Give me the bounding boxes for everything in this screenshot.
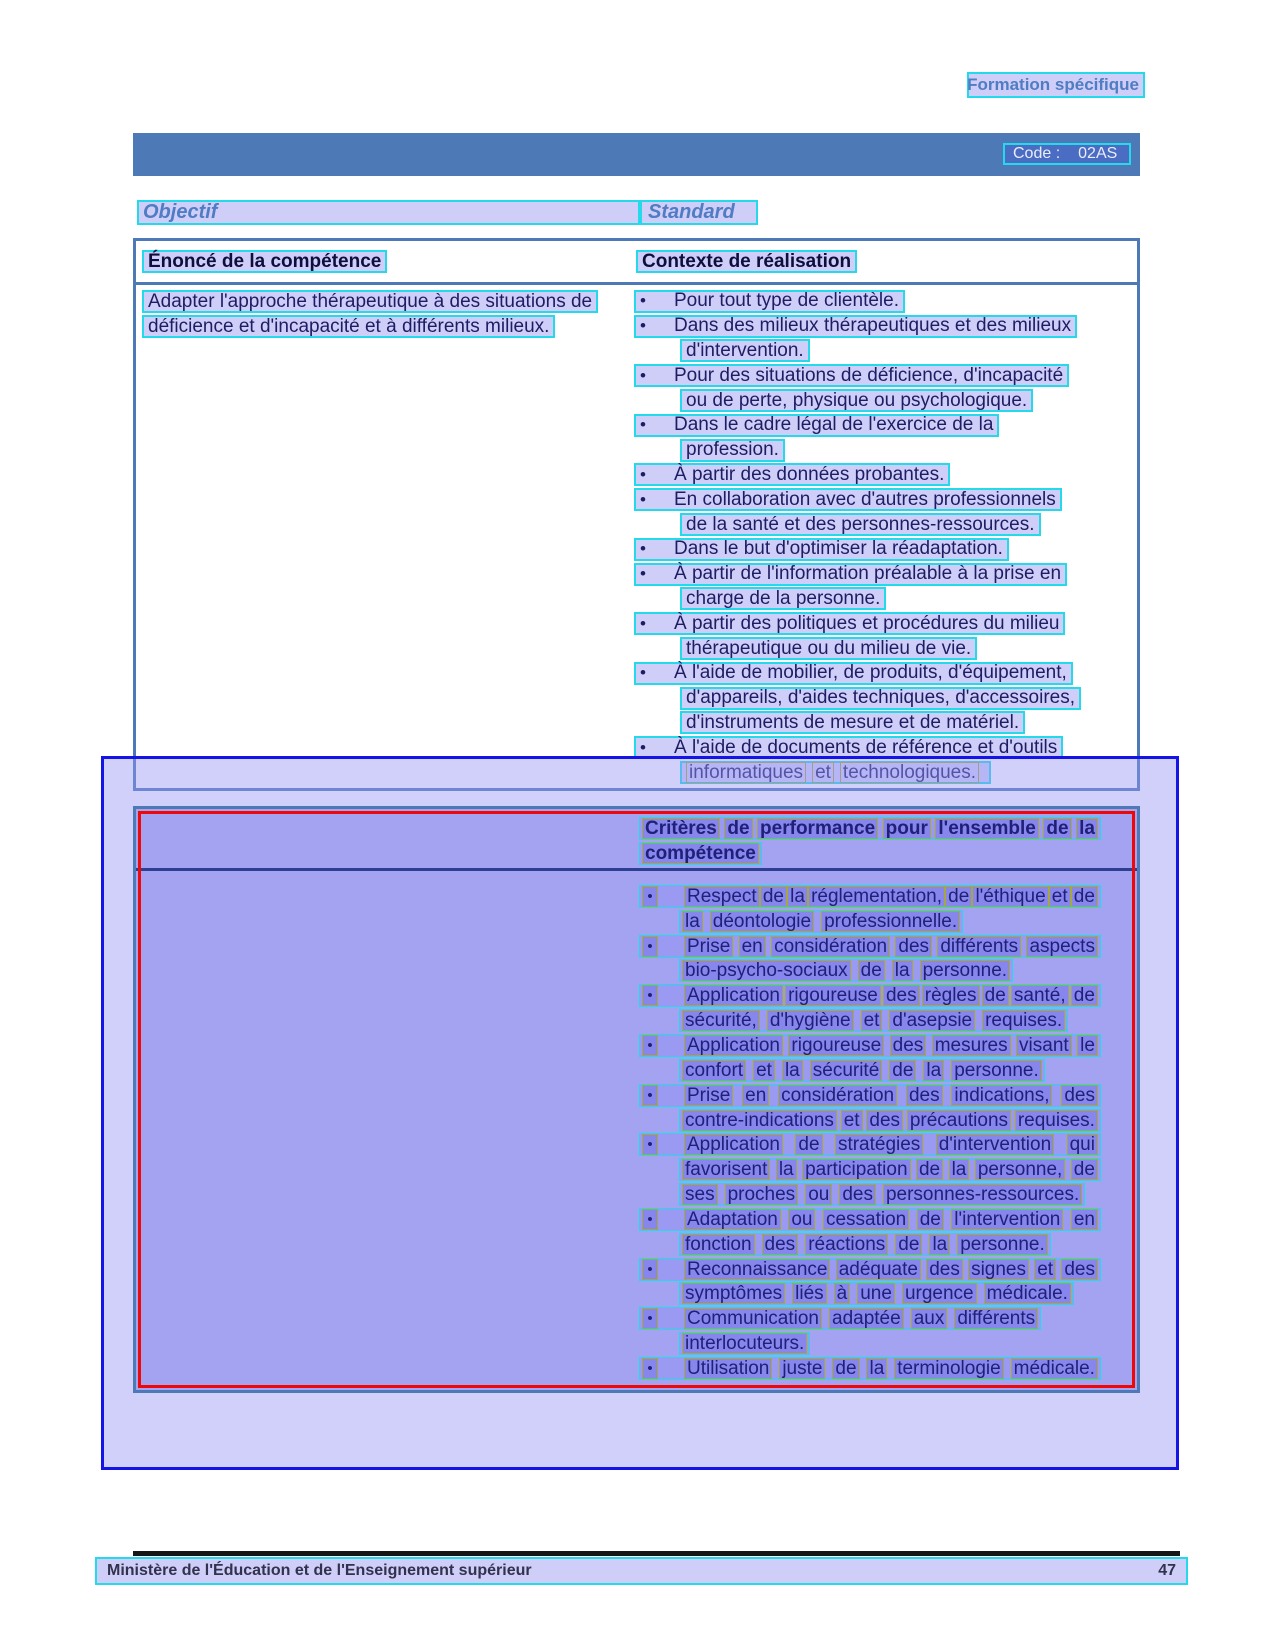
highlight-box	[680, 687, 1081, 710]
bullet-icon: •	[642, 1308, 658, 1329]
critere-line	[639, 1257, 1101, 1282]
word-box: des	[906, 1085, 943, 1106]
word-box: Prise	[684, 936, 733, 957]
formation-specifique-label	[967, 72, 1145, 98]
word-box: de	[1043, 818, 1071, 839]
standard-text: Standard	[648, 201, 735, 223]
bullet-icon: •	[642, 1085, 658, 1106]
bullet-icon: •	[640, 291, 646, 311]
word-box: aux	[911, 1308, 948, 1329]
word-box: de	[1071, 985, 1098, 1006]
word-box: des	[1061, 1259, 1098, 1280]
criteres-cell	[639, 884, 1101, 1381]
word-box: indications,	[951, 1085, 1052, 1106]
highlight-box	[634, 488, 1062, 511]
bullet-icon: •	[640, 737, 646, 757]
word-box: personne.	[920, 960, 1011, 981]
word-box: requises.	[1015, 1110, 1098, 1131]
highlight-box	[639, 1307, 1041, 1330]
critere-line	[639, 1083, 1101, 1108]
word-box: visant	[1016, 1035, 1072, 1056]
contexte-line-text: profession.	[686, 439, 779, 461]
bullet-icon: •	[640, 365, 646, 385]
contexte-line-text: charge de la personne.	[686, 587, 881, 609]
word-box: l'ensemble	[935, 818, 1038, 839]
highlight-box	[634, 662, 1073, 685]
word-box: de	[724, 818, 752, 839]
objectif-text: Objectif	[143, 201, 218, 223]
contexte-line-text: Pour tout type de clientèle.	[674, 290, 899, 312]
highlight-box	[634, 315, 1077, 338]
highlight-box	[679, 910, 963, 933]
word-box: santé,	[1011, 985, 1069, 1006]
word-box: ou	[788, 1209, 815, 1230]
word-box: stratégies	[835, 1134, 923, 1155]
word-box: en	[1071, 1209, 1098, 1230]
contexte-line-text: À l'aide de mobilier, de produits, d'équipement,	[674, 662, 1067, 684]
bullet-icon: •	[640, 489, 646, 509]
contexte-line-text: Dans des milieux thérapeutiques et des milieux	[674, 315, 1072, 337]
word-box: de	[917, 1209, 944, 1230]
word-box: ou	[805, 1184, 832, 1205]
word-box: interlocuteurs.	[682, 1333, 807, 1354]
critere-line	[639, 1108, 1101, 1133]
criteres-header-divider	[136, 868, 1137, 871]
code-prefix: Code :	[1013, 145, 1061, 162]
word-box: participation	[802, 1159, 910, 1180]
word-box: Utilisation	[684, 1358, 772, 1379]
word-box: en	[742, 1085, 769, 1106]
enonce-line-text: Adapter l'approche thérapeutique à des situations de	[142, 290, 598, 313]
word-box: et	[861, 1010, 883, 1031]
word-box: Communication	[684, 1308, 822, 1329]
critere-line	[639, 1132, 1101, 1157]
word-box: la	[949, 1159, 970, 1180]
highlight-box	[680, 761, 991, 784]
word-box: la	[866, 1358, 887, 1379]
word-box: la	[929, 1234, 950, 1255]
standard-heading	[640, 200, 758, 225]
highlight-box	[639, 1357, 1101, 1380]
contexte-cell	[634, 289, 1139, 785]
highlight-box	[639, 1084, 1101, 1107]
bullet-icon: •	[640, 415, 646, 435]
word-box: signes	[968, 1259, 1029, 1280]
word-box: le	[1077, 1035, 1098, 1056]
word-box: Reconnaissance	[684, 1259, 830, 1280]
word-box: favorisent	[682, 1159, 770, 1180]
formation-specifique-text: Formation spécifique	[967, 75, 1139, 94]
word-box: des	[1061, 1085, 1098, 1106]
word-box: l'éthique	[972, 886, 1048, 907]
word-box: sécurité,	[682, 1010, 760, 1031]
enonce-line	[142, 289, 598, 314]
word-box: d'asepsie	[889, 1010, 975, 1031]
word-box: personne.	[957, 1234, 1048, 1255]
word-box: de	[945, 886, 972, 907]
contexte-line-text: de la santé et des personnes-ressources.	[686, 513, 1035, 535]
word-box: de	[982, 985, 1009, 1006]
word-box: la	[1076, 818, 1098, 839]
word-box: médicale.	[1011, 1358, 1098, 1379]
bullet-icon: •	[642, 1134, 658, 1155]
footer-ministry-text: Ministère de l'Éducation et de l'Enseignement supérieur	[107, 1562, 532, 1579]
footer-rule	[133, 1551, 1180, 1556]
highlight-box	[639, 885, 1101, 908]
critere-line	[639, 983, 1101, 1008]
bullet-icon: •	[642, 936, 658, 957]
critere-line	[639, 1033, 1101, 1058]
critere-line	[639, 1207, 1101, 1232]
line-words	[682, 1333, 807, 1354]
line-words	[682, 1283, 1071, 1304]
contexte-header: Contexte de réalisation	[636, 250, 857, 273]
highlight-box	[679, 1183, 1085, 1206]
contexte-line-text: Dans le cadre légal de l'exercice de la	[674, 414, 994, 436]
highlight-box	[634, 290, 905, 313]
contexte-line-text: ou de perte, physique ou psychologique.	[686, 389, 1028, 411]
contexte-line	[634, 413, 1139, 438]
contexte-line-text: d'intervention.	[686, 339, 804, 361]
word-box: de	[832, 1358, 859, 1379]
contexte-line	[680, 388, 1139, 413]
line-words	[684, 1308, 1038, 1329]
contexte-line	[680, 587, 1139, 612]
critere-line	[639, 934, 1101, 959]
highlight-box	[680, 439, 785, 462]
bullet-icon: •	[640, 464, 646, 484]
word-box: la	[923, 1060, 944, 1081]
word-box: des	[839, 1184, 876, 1205]
bullet-icon: •	[642, 1259, 658, 1280]
word-box: technologiques.	[840, 762, 979, 783]
highlight-box	[639, 1208, 1101, 1231]
word-box: Prise	[684, 1085, 733, 1106]
highlight-box	[680, 513, 1041, 536]
contexte-line	[634, 314, 1139, 339]
word-box: de	[916, 1159, 943, 1180]
word-box: d'hygiène	[767, 1010, 854, 1031]
critere-line	[639, 909, 1101, 934]
contexte-line-text: Dans le but d'optimiser la réadaptation.	[674, 538, 1003, 560]
word-box: la	[782, 1060, 803, 1081]
critere-line	[639, 1232, 1101, 1257]
word-box: médicale.	[984, 1283, 1071, 1304]
line-words	[684, 886, 1098, 907]
word-box: requises.	[982, 1010, 1065, 1031]
contexte-line	[634, 487, 1139, 512]
enonce-line-text: déficience et d'incapacité et à différents milieux.	[142, 315, 555, 338]
word-box: rigoureuse	[788, 1035, 884, 1056]
line-words	[684, 1085, 1098, 1106]
line-words	[682, 1159, 1098, 1180]
bullet-icon: •	[642, 1035, 658, 1056]
word-box: symptômes	[682, 1283, 785, 1304]
word-box: réactions	[805, 1234, 888, 1255]
word-box: une	[857, 1283, 895, 1304]
highlight-box	[679, 1332, 810, 1355]
critere-line	[639, 1008, 1101, 1033]
word-box: des	[926, 1259, 963, 1280]
critere-line	[639, 1356, 1101, 1381]
line-words	[682, 1184, 1082, 1205]
line-words	[684, 1358, 1098, 1379]
word-box: et	[1049, 886, 1071, 907]
code-bar	[133, 133, 1140, 176]
contexte-line	[680, 339, 1139, 364]
contexte-line-text: thérapeutique ou du milieu de vie.	[686, 637, 972, 659]
word-box: et	[812, 762, 834, 783]
word-box: rigoureuse	[785, 985, 881, 1006]
line-words	[642, 818, 1098, 839]
bullet-icon: •	[640, 663, 646, 683]
footer-page-number: 47	[1158, 1562, 1176, 1579]
line-words	[684, 1134, 1098, 1155]
contexte-line	[680, 711, 1139, 736]
highlight-box	[679, 1109, 1101, 1132]
critere-line	[639, 1058, 1101, 1083]
contexte-line	[634, 463, 1139, 488]
word-box: des	[895, 936, 932, 957]
word-box: ses	[682, 1184, 718, 1205]
contexte-line-text: À partir de l'information préalable à la prise en	[674, 563, 1062, 585]
highlight-box	[639, 984, 1101, 1007]
word-box: Respect	[684, 886, 760, 907]
line-words	[682, 1110, 1098, 1131]
bullet-icon: •	[642, 985, 658, 1006]
line-words	[684, 936, 1098, 957]
highlight-box	[639, 817, 1101, 840]
contexte-line-text: À partir des données probantes.	[674, 463, 945, 485]
word-box: la	[776, 1159, 797, 1180]
bullet-icon: •	[642, 1209, 658, 1230]
word-box: Application	[684, 985, 783, 1006]
word-box: règles	[922, 985, 980, 1006]
code-badge	[1003, 143, 1131, 165]
word-box: et	[841, 1110, 863, 1131]
contexte-line-text: En collaboration avec d'autres professionnels	[674, 488, 1056, 510]
highlight-box	[639, 935, 1101, 958]
word-box: la	[787, 886, 808, 907]
highlight-box	[679, 1282, 1074, 1305]
word-box: sécurité	[810, 1060, 883, 1081]
highlight-box	[679, 1233, 1051, 1256]
word-box: de	[858, 960, 885, 981]
critere-line	[639, 1331, 1101, 1356]
word-box: considération	[778, 1085, 897, 1106]
line-words	[682, 911, 960, 932]
contexte-line	[634, 562, 1139, 587]
word-box: juste	[779, 1358, 825, 1379]
code-value: 02AS	[1078, 145, 1118, 162]
word-box: d'intervention	[936, 1134, 1054, 1155]
highlight-box	[639, 842, 762, 865]
highlight-box	[634, 736, 1063, 759]
critere-line	[639, 1282, 1101, 1307]
highlight-box	[634, 414, 999, 437]
line-words	[684, 985, 1098, 1006]
word-box: fonction	[682, 1234, 755, 1255]
highlight-box	[639, 1034, 1101, 1057]
contexte-line	[634, 289, 1139, 314]
highlight-box	[639, 1258, 1101, 1281]
word-box: adaptée	[829, 1308, 904, 1329]
critere-line	[639, 1157, 1101, 1182]
word-box: et	[1034, 1259, 1056, 1280]
line-words	[682, 1060, 1042, 1081]
word-box: confort	[682, 1060, 746, 1081]
word-box: de	[760, 886, 787, 907]
criteres-header-line	[639, 816, 1101, 841]
bullet-icon: •	[640, 613, 646, 633]
highlight-box	[634, 612, 1065, 635]
word-box: cessation	[823, 1209, 909, 1230]
word-box: et	[753, 1060, 775, 1081]
word-box: informatiques	[686, 762, 806, 783]
line-words	[682, 1234, 1048, 1255]
bullet-icon: •	[642, 1358, 658, 1379]
word-box: terminologie	[894, 1358, 1004, 1379]
word-box: bio-psycho-sociaux	[682, 960, 851, 981]
bullet-icon: •	[640, 316, 646, 336]
highlight-box	[680, 587, 886, 610]
highlight-box	[680, 339, 810, 362]
contexte-line	[680, 512, 1139, 537]
word-box: la	[682, 911, 703, 932]
line-words	[684, 1035, 1098, 1056]
contexte-line	[634, 611, 1139, 636]
bullet-icon: •	[642, 886, 658, 907]
line-words	[684, 1259, 1098, 1280]
contexte-line	[634, 363, 1139, 388]
competence-table-header-row	[136, 241, 1137, 285]
word-box: contre-indications	[682, 1110, 837, 1131]
word-box: réglementation,	[808, 886, 945, 907]
highlight-box	[679, 1009, 1068, 1032]
word-box: Application	[684, 1035, 783, 1056]
contexte-line	[634, 537, 1139, 562]
word-box: personne,	[975, 1159, 1066, 1180]
word-box: performance	[757, 818, 878, 839]
critere-line	[639, 1182, 1101, 1207]
word-box: de	[795, 1134, 822, 1155]
word-box: des	[866, 1110, 903, 1131]
contexte-line	[680, 636, 1139, 661]
word-box: des	[883, 985, 920, 1006]
critere-line	[639, 959, 1101, 984]
word-box: liés	[792, 1283, 827, 1304]
line-words	[682, 960, 1010, 981]
word-box: mesures	[932, 1035, 1011, 1056]
footer	[95, 1557, 1188, 1585]
contexte-line-text: À partir des politiques et procédures du milieu	[674, 612, 1060, 634]
criteres-header-line	[639, 841, 1101, 866]
highlight-box	[679, 1059, 1045, 1082]
word-box: professionnelle.	[821, 911, 960, 932]
critere-line	[639, 1306, 1101, 1331]
word-box: personnes-ressources.	[883, 1184, 1082, 1205]
contexte-line-text: d'instruments de mesure et de matériel.	[686, 711, 1020, 733]
highlight-box	[634, 364, 1069, 387]
contexte-line	[680, 760, 1139, 785]
competence-table	[133, 238, 1140, 791]
highlight-box	[680, 389, 1033, 412]
word-box: Application	[684, 1134, 783, 1155]
critere-line	[639, 884, 1101, 909]
highlight-box	[679, 1158, 1101, 1181]
word-box: des	[762, 1234, 799, 1255]
contexte-line	[634, 661, 1139, 686]
word-box: différents	[954, 1308, 1038, 1329]
word-box: personne.	[951, 1060, 1042, 1081]
word-box: urgence	[902, 1283, 977, 1304]
word-box: de	[895, 1234, 922, 1255]
bullet-icon: •	[640, 564, 646, 584]
word-box: compétence	[642, 843, 759, 864]
highlight-box	[639, 1133, 1101, 1156]
word-box: des	[890, 1035, 927, 1056]
word-box: à	[834, 1283, 851, 1304]
criteres-table	[133, 806, 1140, 1393]
word-box: précautions	[907, 1110, 1011, 1131]
word-box: pour	[883, 818, 931, 839]
enonce-line	[142, 314, 598, 339]
word-box: déontologie	[710, 911, 814, 932]
bullet-icon: •	[640, 539, 646, 559]
highlight-box	[634, 538, 1009, 561]
contexte-line-text: d'appareils, d'aides techniques, d'accessoires,	[686, 687, 1075, 709]
highlight-box	[680, 711, 1025, 734]
highlight-box	[634, 463, 950, 486]
highlight-box	[680, 637, 977, 660]
word-box: adéquate	[836, 1259, 921, 1280]
line-words	[684, 1209, 1098, 1230]
criteres-header-cell	[639, 816, 1101, 866]
word-box: qui	[1067, 1134, 1098, 1155]
enonce-header: Énoncé de la compétence	[142, 250, 387, 273]
word-box: en	[739, 936, 766, 957]
line-words	[642, 843, 759, 864]
objectif-heading	[137, 200, 640, 225]
line-words	[682, 1010, 1065, 1031]
word-box: de	[1071, 1159, 1098, 1180]
word-box: Critères	[642, 818, 720, 839]
contexte-line	[680, 686, 1139, 711]
word-box: proches	[725, 1184, 799, 1205]
enonce-cell	[142, 289, 598, 339]
word-box: la	[892, 960, 913, 981]
contexte-line-text: Pour des situations de déficience, d'incapacité	[674, 364, 1064, 386]
word-box: aspects	[1026, 936, 1097, 957]
highlight-box	[679, 959, 1013, 982]
contexte-line	[680, 438, 1139, 463]
contexte-line	[634, 735, 1139, 760]
word-box: de	[1071, 886, 1098, 907]
word-box: l'intervention	[951, 1209, 1063, 1230]
contexte-line-text: À l'aide de documents de référence et d'outils	[674, 736, 1058, 758]
word-box: différents	[937, 936, 1021, 957]
highlight-box	[634, 563, 1067, 586]
word-box: Adaptation	[684, 1209, 781, 1230]
word-box: considération	[771, 936, 890, 957]
word-box: de	[889, 1060, 916, 1081]
